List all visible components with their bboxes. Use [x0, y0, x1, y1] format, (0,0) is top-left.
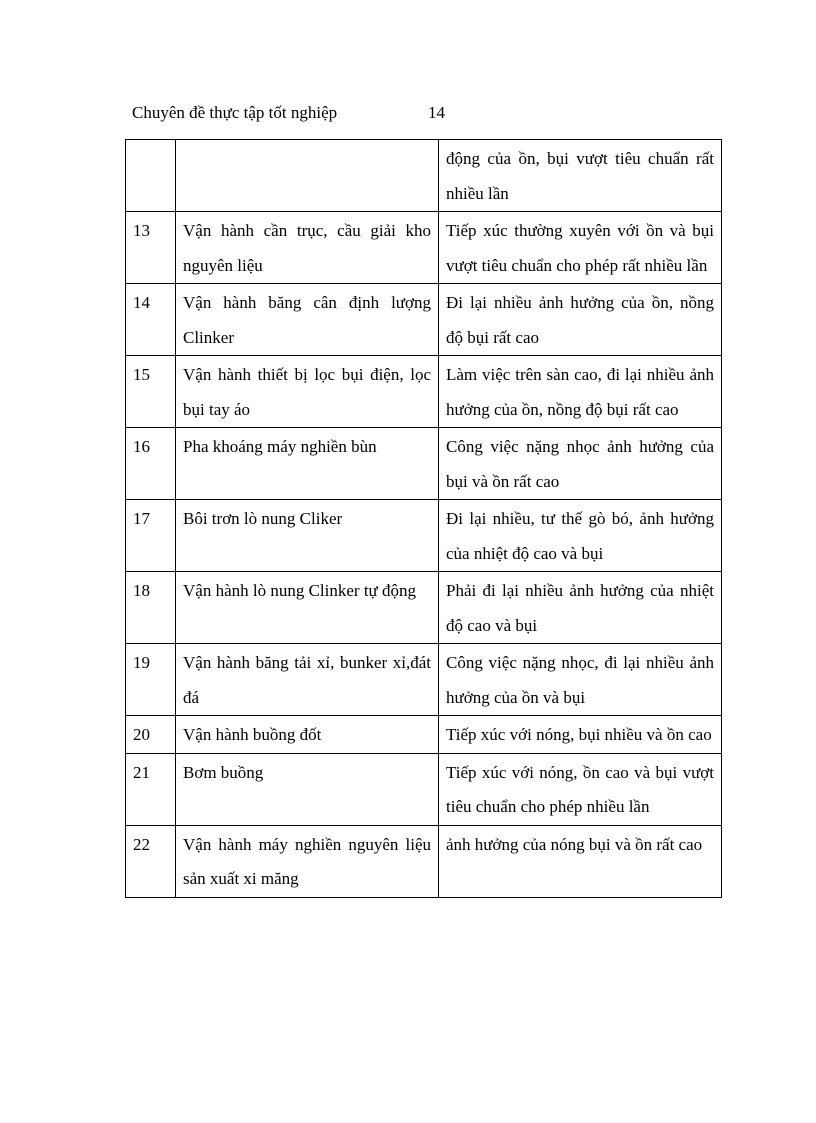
- job-name-cell: [176, 140, 439, 212]
- work-condition-cell: Tiếp xúc với nóng, bụi nhiều và ồn cao: [439, 716, 722, 754]
- job-name-cell: Vận hành băng cân định lượng Clinker: [176, 284, 439, 356]
- table-row: [126, 753, 722, 825]
- table-row: [126, 572, 722, 644]
- work-condition-cell: Tiếp xúc với nóng, ồn cao và bụi vượt tiêu chuẩn cho phép nhiều lần: [439, 753, 722, 825]
- job-name-cell: Vận hành băng tải xỉ, bunker xỉ,đát đá: [176, 644, 439, 716]
- row-number-cell: 20: [126, 716, 176, 754]
- table-row: [126, 428, 722, 500]
- work-condition-cell: Đi lại nhiều ảnh hưởng của ồn, nồng độ bụi rất cao: [439, 284, 722, 356]
- row-number-cell: 16: [126, 428, 176, 500]
- row-number-cell: 21: [126, 753, 176, 825]
- job-name-cell: Vận hành máy nghiền nguyên liệu sản xuất xi măng: [176, 825, 439, 897]
- work-condition-cell: Công việc nặng nhọc ảnh hưởng của bụi và ồn rất cao: [439, 428, 722, 500]
- row-number-cell: 13: [126, 212, 176, 284]
- page-number: 14: [428, 103, 445, 122]
- work-condition-cell: Phải đi lại nhiều ảnh hưởng của nhiệt độ cao và bụi: [439, 572, 722, 644]
- table-row: [126, 825, 722, 897]
- page-header-title: Chuyên đề thực tập tốt nghiệp: [132, 103, 338, 122]
- table-row: [126, 500, 722, 572]
- job-name-cell: Vận hành buồng đốt: [176, 716, 439, 754]
- row-number-cell: 15: [126, 356, 176, 428]
- job-name-cell: Bôi trơn lò nung Cliker: [176, 500, 439, 572]
- table-row: [126, 716, 722, 754]
- row-number-cell: 19: [126, 644, 176, 716]
- work-condition-cell: Làm việc trên sàn cao, đi lại nhiều ảnh hưởng của ồn, nồng độ bụi rất cao: [439, 356, 722, 428]
- table-row: [126, 212, 722, 284]
- table-row: [126, 644, 722, 716]
- work-condition-cell: Tiếp xúc thường xuyên với ồn và bụi vượt tiêu chuẩn cho phép rất nhiều lần: [439, 212, 722, 284]
- table-row: [126, 140, 722, 212]
- job-name-cell: Vận hành cần trục, cầu giải kho nguyên liệu: [176, 212, 439, 284]
- row-number-cell: 22: [126, 825, 176, 897]
- work-condition-cell: động của ồn, bụi vượt tiêu chuẩn rất nhiều lần: [439, 140, 722, 212]
- job-conditions-table: [125, 139, 722, 898]
- row-number-cell: 17: [126, 500, 176, 572]
- row-number-cell: 14: [126, 284, 176, 356]
- work-condition-cell: ảnh hưởng của nóng bụi và ồn rất cao: [439, 825, 722, 897]
- job-name-cell: Pha khoáng máy nghiền bùn: [176, 428, 439, 500]
- job-name-cell: Vận hành lò nung Clinker tự động: [176, 572, 439, 644]
- work-condition-cell: Đi lại nhiều, tư thế gò bó, ảnh hưởng của nhiệt độ cao và bụi: [439, 500, 722, 572]
- row-number-cell: 18: [126, 572, 176, 644]
- job-name-cell: Vận hành thiết bị lọc bụi điện, lọc bụi tay áo: [176, 356, 439, 428]
- table-row: [126, 356, 722, 428]
- table-row: [126, 284, 722, 356]
- row-number-cell: [126, 140, 176, 212]
- job-name-cell: Bơm buồng: [176, 753, 439, 825]
- work-condition-cell: Công việc nặng nhọc, đi lại nhiều ảnh hưởng của ồn và bụi: [439, 644, 722, 716]
